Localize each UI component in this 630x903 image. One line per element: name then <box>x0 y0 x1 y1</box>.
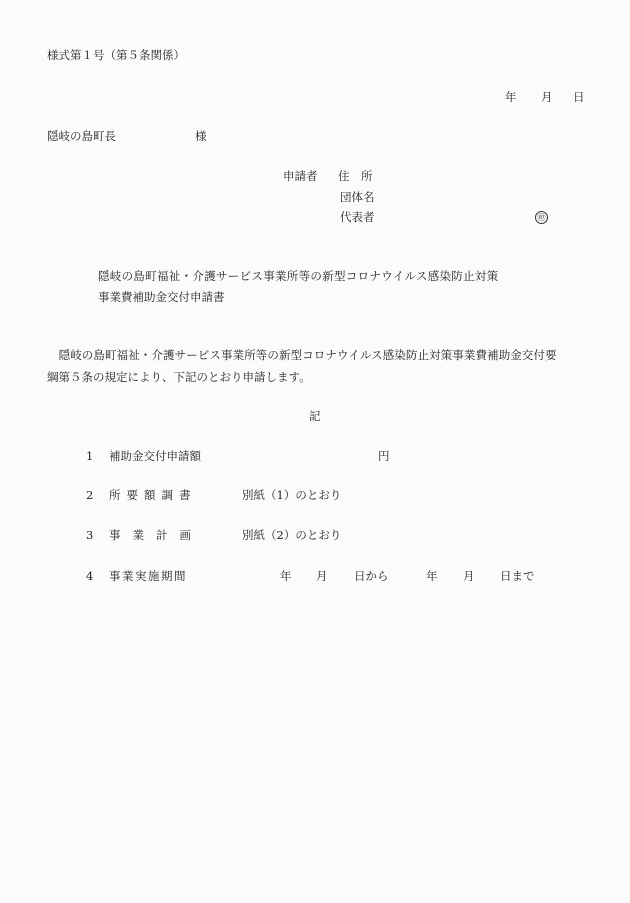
body-line-2: 綱第５条の規定により、下記のとおり申請します。 <box>47 370 311 384</box>
item-value: 別紙（2）のとおり <box>242 528 342 542</box>
item-value: 別紙（1）のとおり <box>242 488 342 502</box>
period-from-day: 日から <box>354 569 389 583</box>
item-unit: 円 <box>378 449 390 463</box>
date-day-label: 日 <box>573 90 585 104</box>
item-number: 4 <box>86 569 94 583</box>
item-number: 3 <box>86 528 94 542</box>
organization-label: 団体名 <box>340 190 375 204</box>
period-to-day: 日まで <box>500 569 535 583</box>
item-label: 補助金交付申請額 <box>109 449 201 463</box>
representative-label: 代表者 <box>340 210 375 224</box>
period-to-month: 月 <box>463 569 475 583</box>
date-month-label: 月 <box>541 90 553 104</box>
title-line-2: 事業費補助金交付申請書 <box>98 290 225 304</box>
addressee-honorific: 様 <box>195 129 207 143</box>
item-label: 所要額調書 <box>109 488 197 502</box>
period-from-month: 月 <box>316 569 328 583</box>
item-label: 事業計画 <box>109 528 203 542</box>
date-year-label: 年 <box>505 90 517 104</box>
applicant-label: 申請者 <box>283 169 318 183</box>
period-from-year: 年 <box>280 569 292 583</box>
form-number: 様式第１号（第５条関係） <box>47 48 185 62</box>
body-line-1: 隠岐の島町福祉・介護サービス事業所等の新型コロナウイルス感染防止対策事業費補助金交付要 <box>47 348 557 362</box>
ki-heading: 記 <box>309 409 321 423</box>
title-line-1: 隠岐の島町福祉・介護サービス事業所等の新型コロナウイルス感染防止対策 <box>98 269 499 283</box>
seal-icon: ㊞ <box>535 211 548 224</box>
item-number: 2 <box>86 488 94 502</box>
item-label: 事業実施期間 <box>109 569 187 583</box>
address-label: 住 所 <box>338 169 373 183</box>
item-number: 1 <box>86 449 94 463</box>
period-to-year: 年 <box>426 569 438 583</box>
addressee-name: 隠岐の島町長 <box>47 129 116 143</box>
